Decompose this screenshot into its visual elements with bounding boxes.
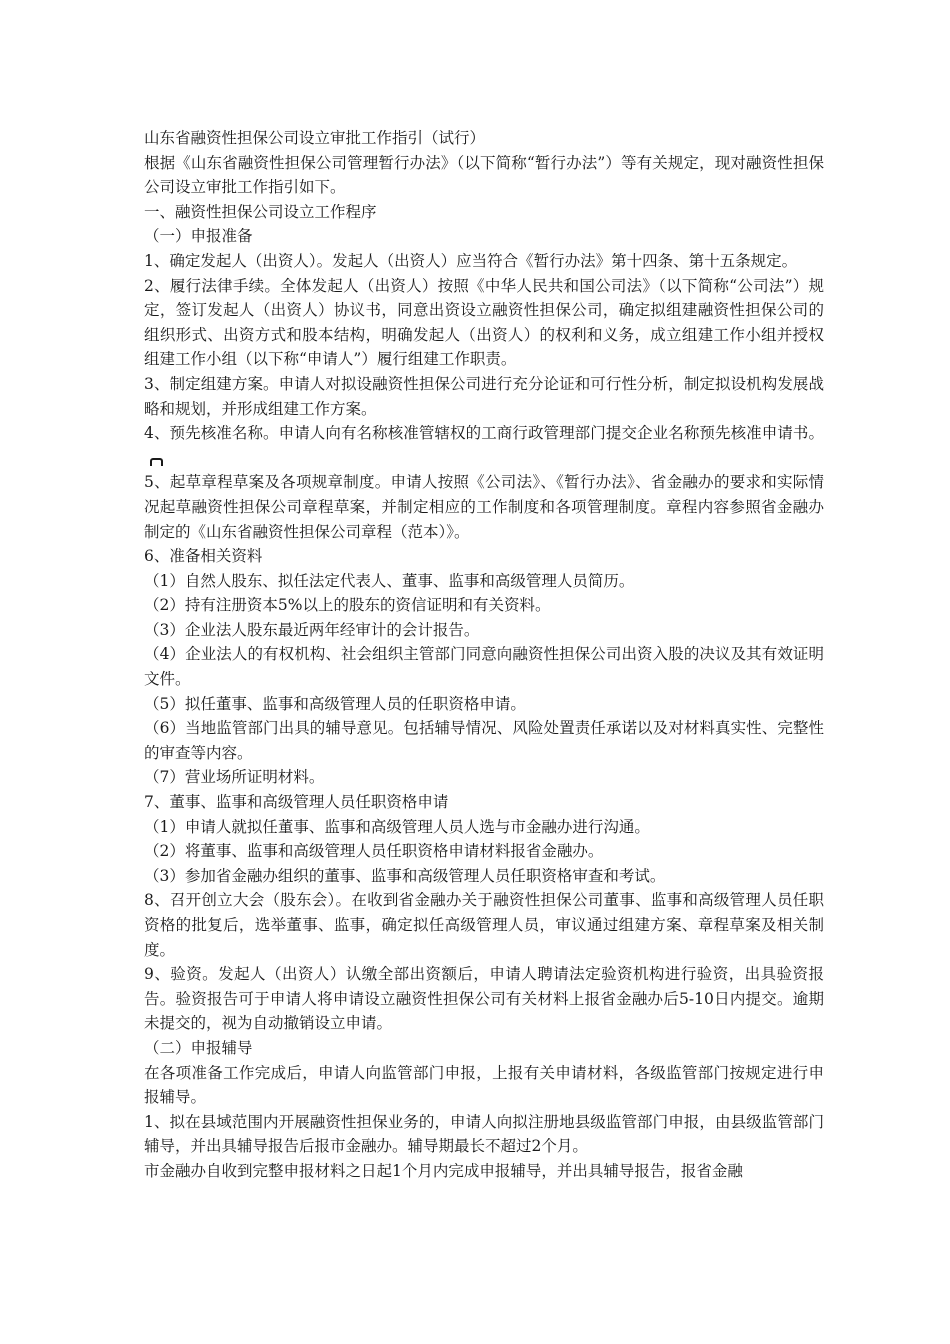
list-item: （1）自然人股东、拟任法定代表人、董事、监事和高级管理人员简历。 <box>144 571 635 590</box>
list-item: （7）营业场所证明材料。 <box>144 768 325 787</box>
paragraph: 市金融办自收到完整申报材料之日起1个月内完成申报辅导，并出具辅导报告，报省金融 <box>144 1161 743 1180</box>
document-title: 山东省融资性担保公司设立审批工作指引（试行） <box>144 129 486 147</box>
paragraph: 3、制定组建方案。申请人对拟设融资性担保公司进行充分论证和可行性分析，制定拟设机构发展战略和规划，并形成组建工作方案。 <box>144 374 824 418</box>
paragraph: 2、履行法律手续。全体发起人（出资人）按照《中华人民共和国公司法》（以下简称“公司法”）规定，签订发起人（出资人）协议书，同意出资设立融资性担保公司，确定拟组建融资性担保公司的组织形式、出资方式和股本结构，明确发起人（出资人）的权利和义务，成立组建工作小组并授权组建工作小组（以下称“申请人”）履行组建工作职责。 <box>144 276 824 369</box>
paragraph-with-mark <box>144 421 824 470</box>
paragraph: 5、起草章程草案及各项规章制度。申请人按照《公司法》、《暂行办法》、省金融办的要求和实际情况起草融资性担保公司章程草案，并制定相应的工作制度和各项管理制度。章程内容参照省金融办制定的《山东省融资性担保公司章程（范本）》。 <box>144 473 824 541</box>
list-item: （3）企业法人股东最近两年经审计的会计报告。 <box>144 620 480 639</box>
list-item: （2）将董事、监事和高级管理人员任职资格申请材料报省金融办。 <box>144 842 604 861</box>
paragraph: 8、召开创立大会（股东会）。在收到省金融办关于融资性担保公司董事、监事和高级管理人员任职资格的批复后，选举董事、监事，确定拟任高级管理人员，审议通过组建方案、章程草案及相关制度。 <box>144 891 824 959</box>
paragraph: 根据《山东省融资性担保公司管理暂行办法》（以下简称“暂行办法”）等有关规定，现对融资性担保公司设立审批工作指引如下。 <box>144 153 824 197</box>
paragraph: 9、验资。发起人（出资人）认缴全部出资额后，申请人聘请法定验资机构进行验资，出具验资报告。验资报告可于申请人将申请设立融资性担保公司有关材料上报省金融办后5-10日内提交。逾期未提交的，视为自动撤销设立申请。 <box>144 965 824 1033</box>
paragraph: 6、准备相关资料 <box>144 547 263 566</box>
paragraph-text: 4、预先核准名称。申请人向有名称核准管辖权的工商行政管理部门提交企业名称预先核准申请书。 <box>144 424 824 443</box>
list-item: （6）当地监管部门出具的辅导意见。包括辅导情况、风险处置责任承诺以及对材料真实性、完整性的审查等内容。 <box>144 719 824 762</box>
paragraph-mark-icon <box>150 458 163 466</box>
paragraph: 1、拟在县域范围内开展融资性担保业务的，申请人向拟注册地县级监管部门申报，由县级监管部门辅导，并出具辅导报告后报市金融办。辅导期最长不超过2个月。 <box>144 1112 824 1156</box>
list-item: （4）企业法人的有权机构、社会组织主管部门同意向融资性担保公司出资入股的决议及其有效证明文件。 <box>144 645 824 689</box>
list-item: （1）申请人就拟任董事、监事和高级管理人员人选与市金融办进行沟通。 <box>144 817 650 836</box>
section-heading: 一、融资性担保公司设立工作程序 <box>144 202 377 221</box>
list-item: （2）持有注册资本5%以上的股东的资信证明和有关资料。 <box>144 596 551 615</box>
paragraph: 7、董事、监事和高级管理人员任职资格申请 <box>144 793 449 812</box>
paragraph: 1、确定发起人（出资人）。发起人（出资人）应当符合《暂行办法》第十四条、第十五条规定。 <box>144 251 798 270</box>
list-item: （3）参加省金融办组织的董事、监事和高级管理人员任职资格审查和考试。 <box>144 866 666 885</box>
list-item: （5）拟任董事、监事和高级管理人员的任职资格申请。 <box>144 694 526 713</box>
subsection-heading: （二）申报辅导 <box>144 1038 253 1057</box>
paragraph: 在各项准备工作完成后，申请人向监管部门申报，上报有关申请材料，各级监管部门按规定进行申报辅导。 <box>144 1063 824 1107</box>
subsection-heading: （一）申报准备 <box>144 227 253 246</box>
document-body <box>144 126 824 1184</box>
